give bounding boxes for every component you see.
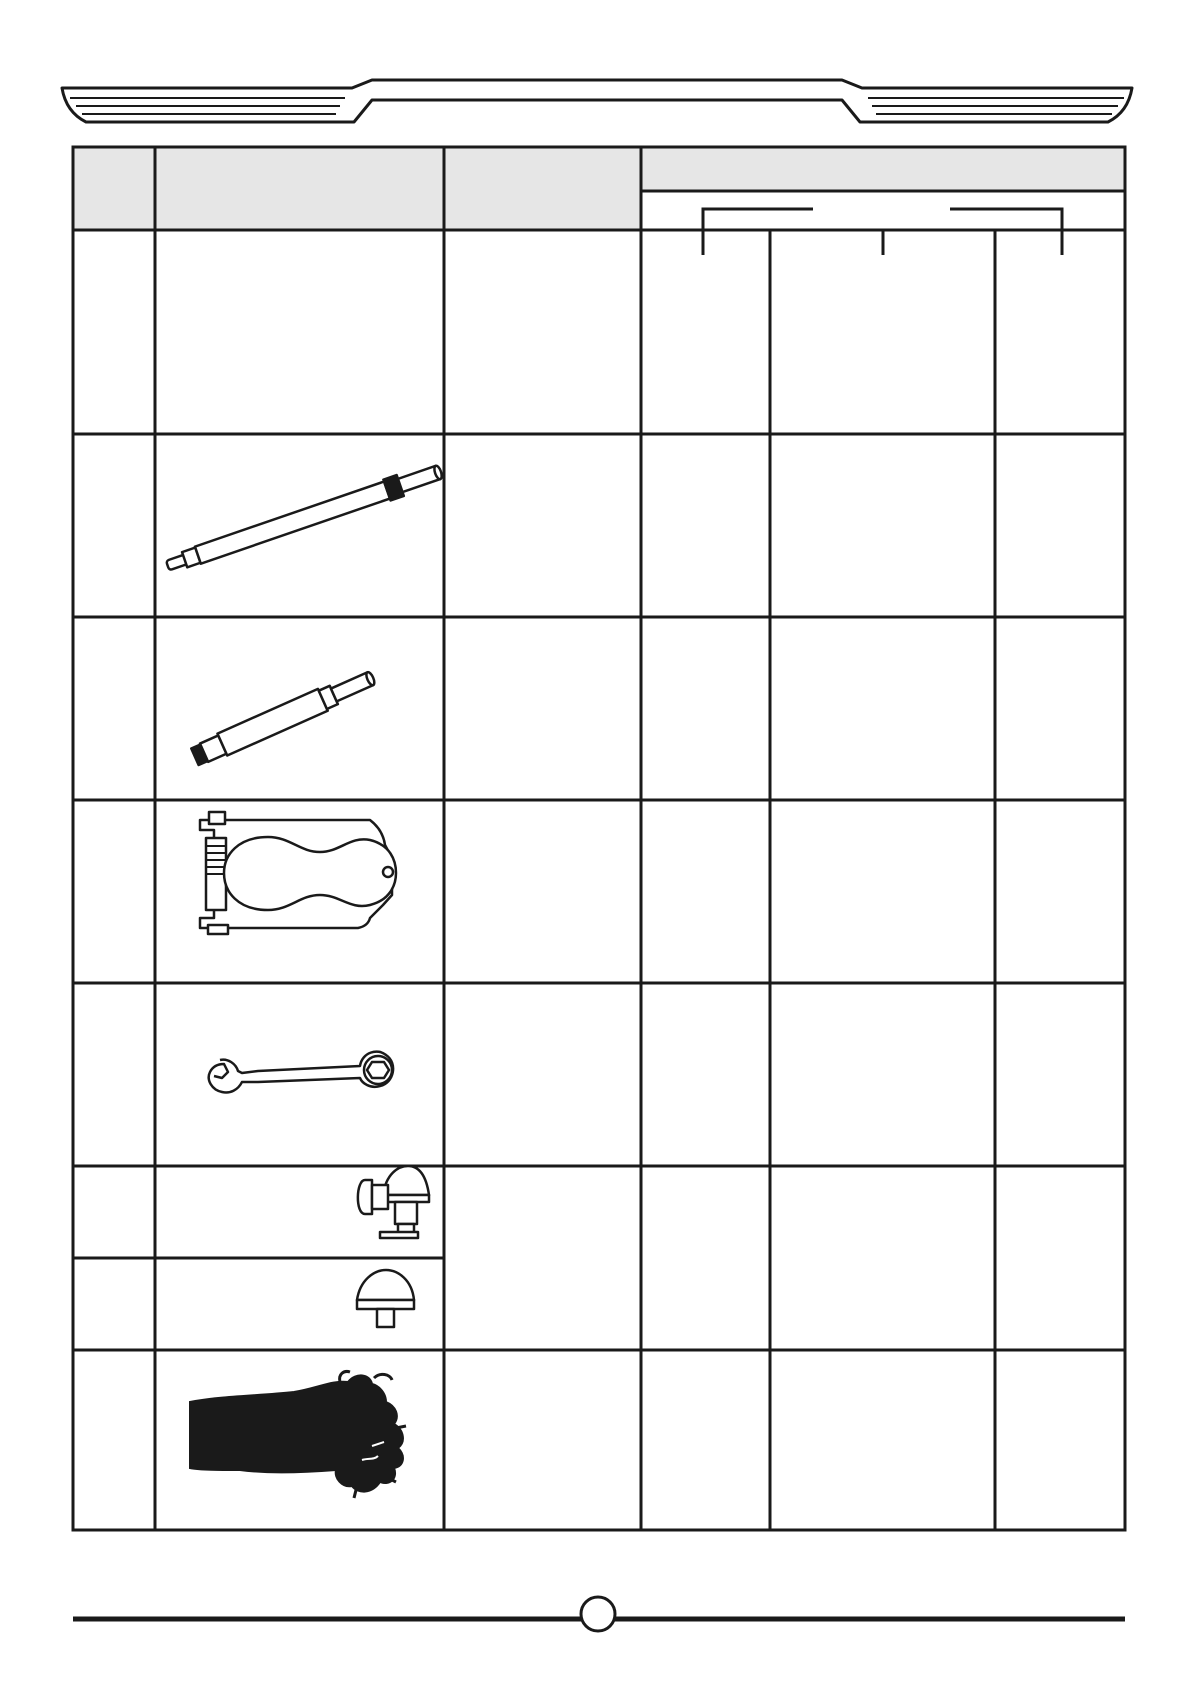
page-number-circle <box>581 1597 615 1631</box>
